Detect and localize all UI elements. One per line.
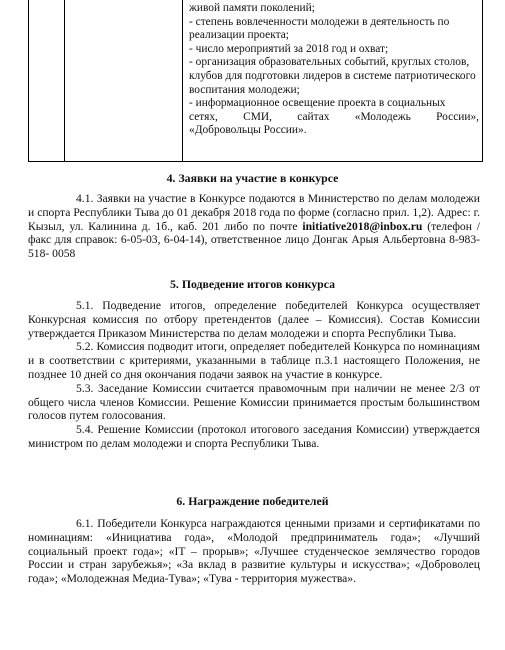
table-cell-line: живой памяти поколений; (189, 2, 315, 14)
section-4-text-cont: (телефон / факс для справок: 6-05-03, 6-04-14), ответственное лицо Донгак Арыя Альбертовна 8-983- 518- 0058 (28, 219, 480, 261)
section-6-paragraph-1: 6.1. Победители Конкурса награждаются ценными призами и сертификатами по номинациям: «Инициатива года», «Молодой предприниматель года»; «Лучший социальный проект года»; «IT – прорыв»; «Лучшее студенческое землячество городов России и стран зарубежья»; «За вклад в развитие культуры и искусства»; «Доброволец года»; «Молодежная Медиа-Тува»; «Тува - территория мужества». (28, 517, 480, 586)
table-cell-line: реализации проекта; (189, 29, 289, 42)
table-cell-line: - степень вовлеченности молодежи в деятельность по (189, 15, 450, 28)
criteria-table (28, 0, 483, 162)
table-cell-line: сетях, СМИ, сайтах «Молодежь России», (189, 110, 479, 123)
section-5-paragraph-2: 5.2. Комиссия подводит итоги, определяет победителей Конкурса по номинациям и в соответствии с критериями, указанными в таблице п.3.1 настоящего Положения, не позднее 10 дней со дня окончания подачи заявок на участие в конкурсе. (28, 340, 480, 381)
table-cell-line: воспитания молодежи; (189, 83, 300, 96)
section-5-paragraph-3: 5.3. Заседание Комиссии считается правомочным при наличии не менее 2/3 от общего числа членов Комиссии. Решение Комиссии принимается простым большинством голосов путем голосования. (28, 381, 480, 423)
section-4-paragraph-1 (28, 192, 480, 261)
table-cell-line: - информационное освещение проекта в социальных (189, 97, 446, 110)
section-5-paragraph-1: 5.1. Подведение итогов, определение победителей Конкурса осуществляет Конкурсная комиссия по отбору претендентов (далее – Комиссия). Состав Комиссии утверждается Приказом Министерства по делам молодежи и спорта Республики Тыва. (28, 299, 480, 340)
section-5-body (28, 299, 480, 451)
table-cell-line: «Добровольцы России». (189, 124, 307, 137)
section-4-heading: 4. Заявки на участие в конкурсе (166, 171, 339, 185)
table-cell-criteria (189, 2, 479, 138)
table-column-divider (64, 0, 65, 161)
table-cell-line: - организация образовательных событий, круглых столов, (189, 56, 470, 69)
table-cell-line: - число мероприятий за 2018 год и охват; (189, 42, 389, 55)
section-6-heading: 6. Награждение победителей (176, 494, 329, 508)
section-4-text: 4.1. Заявки на участие в Конкурсе подаются в Министерство по делам молодежи и спорта Республики Тыва до 01 декабря 2018 года по форме (согласно прил. 1,2). Адрес: г. Кызыл, ул. Калинина д. 1б., каб. 201 либо по почте (28, 192, 480, 233)
section-5-paragraph-4: 5.4. Решение Комиссии (протокол итогового заседания Комиссии) утверждается министром по делам молодежи и спорта Республики Тыва. (28, 423, 480, 450)
table-column-divider (182, 0, 183, 161)
contact-email: initiative2018@inbox.ru (302, 219, 423, 233)
table-cell-line: клубов для подготовки лидеров в системе патриотического (189, 69, 476, 82)
section-5-heading: 5. Подведение итогов конкурса (170, 277, 335, 291)
section-6-body (28, 517, 480, 586)
